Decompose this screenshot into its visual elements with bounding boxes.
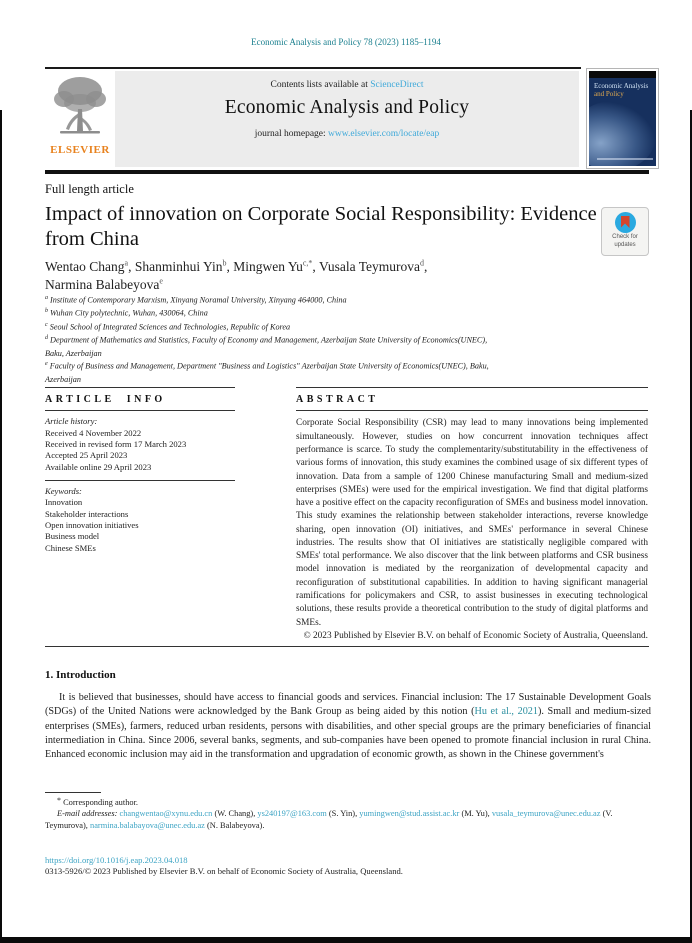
homepage-prefix: journal homepage: <box>254 129 329 139</box>
bookmark-icon <box>621 216 630 228</box>
email-link[interactable]: narmina.balabayova@unec.edu.az <box>90 820 205 830</box>
doi-link[interactable]: https://doi.org/10.1016/j.eap.2023.04.018 <box>45 855 188 865</box>
article-type-label: Full length article <box>45 182 134 196</box>
author-affil-sup: b <box>222 258 227 268</box>
abstract-column <box>296 387 648 641</box>
history-item: Received in revised form 17 March 2023 <box>45 439 187 450</box>
history-item: Accepted 25 April 2023 <box>45 450 128 461</box>
keyword-item: Chinese SMEs <box>45 542 96 553</box>
keyword-item: Business model <box>45 531 100 542</box>
homepage-line <box>115 129 579 139</box>
email-link[interactable]: ys240197@163.com <box>257 809 327 819</box>
check-updates-label: Check for updates <box>612 234 638 248</box>
contents-line <box>115 80 579 90</box>
email-link[interactable]: vusala_teymurova@unec.edu.az <box>491 809 601 819</box>
crossmark-icon <box>615 212 636 233</box>
history-item: Received 4 November 2022 <box>45 427 142 438</box>
keyword-item: Stakeholder interactions <box>45 508 129 519</box>
author: Shanminhui Yin$^b$, <box>134 258 234 274</box>
sciencedirect-link[interactable]: ScienceDirect <box>370 80 424 90</box>
author-affil-sup: d <box>420 258 425 268</box>
email-addresses-line: E-mail addresses: changwentao@xynu.edu.cn (W. Chang), ys240197@163.com (S. Yin), yumingwen@stud.assist.ac.kr (M. Yu), vusala_teymurova@unec.edu.az (V. Teymurova), narmina.balabayova@unec.edu.az (N. Balabeyova). <box>45 809 613 830</box>
elsevier-tree-icon <box>46 73 114 143</box>
introduction-heading: 1. Introduction <box>45 669 116 681</box>
author: Narmina Balabeyova$^e$ <box>45 276 163 292</box>
elsevier-wordmark: ELSEVIER <box>50 144 110 156</box>
author: Mingwen $Yu^{c,*}$, <box>233 258 319 274</box>
email-link[interactable]: yumingwen@stud.assist.ac.kr <box>359 809 460 819</box>
affiliation: $^b$ Wuhan City polytechnic, Wuhan, 430064, China <box>45 308 208 319</box>
affiliation: $^a$ Institute of Contemporary Marxism, Xinyang Noramal University, Xinyang 464000, China <box>45 295 347 305</box>
affiliation: $^d$ Department of Mathematics and Statistics, Faculty of Economy and Management, Azerbaijan State University of Economics(UNEC), Baku, Azerbaijan <box>45 335 488 358</box>
introduction-paragraph <box>45 691 651 762</box>
cover-editor-line <box>597 158 653 160</box>
citation-link-hu-2021[interactable]: Hu et al., 2021 <box>474 706 538 718</box>
cover-globe-swoosh <box>589 101 656 166</box>
intro-text-segment: ). Small and medium-sized enterprises (SMEs), farmers, reduced urban residents, persons with disabilities, and other special groups are the primary beneficiaries of financial intermediation in China. Since 2006, several banks, segments, and sub-companies have been opened to promote financial inclusion in rural China. Enhanced economic inclusion may aid in the transformation and upgradation of economic growth, as shown in the Chinese government's <box>45 706 652 761</box>
corresponding-author-note: * Corresponding author. <box>57 796 138 807</box>
author: Wentao Chang$^a$, <box>45 258 135 274</box>
author: Vusala Teymurova$^d$, <box>318 258 428 274</box>
emails-label: E-mail addresses: <box>57 809 118 819</box>
check-for-updates-button[interactable] <box>601 207 649 256</box>
author-affil-sup: a <box>124 258 129 268</box>
journal-header-banner <box>115 71 579 167</box>
cover-title-line1: Economic Analysis <box>594 82 649 90</box>
article-info-column <box>45 387 235 554</box>
footnote-rule <box>45 792 101 793</box>
affiliations-block <box>45 294 490 387</box>
abstract-text: Corporate Social Responsibility (CSR) may lead to many innovations being implemented simultaneously. However, studies on how concurrent innovation techniques affect performance is scarce. To study the complementarity/substitutability in the effectiveness of various forms of innovation, this study examines the combined usage of six different types of innovation. Data from a sample of 1200 Chinese manufacturing Small and medium-sized enterprises (SMEs) were used for the empirical investigation. We find that digital platforms have a positive effect on the capacity reconfiguration of SMEs and business model innovation. This study examines the relationship between stakeholder interactions, reverse knowledge sharing, open innovation (OI) initiatives, and SMEs' performance in several Chinese industries. The results show that OI initiatives are statistically negligible compared with SMEs' total performance. We also discover that the link between platforms and CSR business model innovation is mediated by the reorganization of developmental capacity and reconfiguration of substitutional capabilities. In addition to having significant managerial ramifications for policymakers and CSR, to assist businesses in executing technological solutions, these results provide a theoretical contribution to the study of digital platforms and SMEs. <box>296 418 648 628</box>
authors-line <box>45 258 620 294</box>
issn-copyright-line: 0313-5926/© 2023 Published by Elsevier B.V. on behalf of Economic Society of Australia, Queensland. <box>45 866 403 876</box>
author-affil-sup corresponding-author-mark: c,* <box>302 258 313 268</box>
footnote-block <box>45 792 651 831</box>
header-top-rule <box>45 67 581 69</box>
abstract-bottom-rule <box>45 646 649 647</box>
journal-title: Economic Analysis and Policy <box>224 97 470 118</box>
affiliation: $^c$ Seoul School of Integrated Sciences and Technologies, Republic of Korea <box>45 321 291 332</box>
email-link[interactable]: changwentao@xynu.edu.cn <box>119 809 213 819</box>
author-affil-sup: e <box>159 276 163 286</box>
elsevier-logo[interactable] <box>46 73 114 169</box>
cover-title-line2: and Policy <box>594 90 624 98</box>
header-bottom-rule <box>45 170 649 174</box>
cover-top-bar <box>589 71 656 78</box>
journal-cover-art <box>589 71 656 166</box>
journal-homepage-link[interactable]: www.elsevier.com/locate/eap <box>328 129 440 139</box>
journal-cover-thumbnail[interactable] <box>586 68 659 169</box>
journal-citation: Economic Analysis and Policy 78 (2023) 1185–1194 <box>251 37 441 47</box>
article-info-heading: ARTICLE INFO <box>45 394 166 406</box>
abstract-heading: ABSTRACT <box>296 394 379 406</box>
doi-line <box>45 855 188 865</box>
abstract-copyright: © 2023 Published by Elsevier B.V. on behalf of Economic Society of Australia, Queensland. <box>303 630 648 641</box>
keyword-item: Open innovation initiatives <box>45 520 139 531</box>
page-scan-edge-bottom <box>0 937 692 943</box>
intro-text-segment: It is believed that businesses, should have access to financial goods and services. Financial inclusion: The 17 Sustainable Development Goals (SDGs) of the United Nations were acknowledged by the Bank Group as being aided by this notion ( <box>45 692 651 718</box>
article-history-label: Article history: <box>45 416 98 427</box>
keyword-item: Innovation <box>45 497 83 508</box>
affiliation: $^e$ Faculty of Business and Management, Department "Business and Logistics" Azerbaijan State University of Economics(UNEC), Baku, Azerbaijan <box>45 361 489 384</box>
contents-prefix: Contents lists available at <box>270 80 371 90</box>
paper-title: Impact of innovation on Corporate Social Responsibility: Evidence from China <box>45 203 597 251</box>
keywords-divider <box>45 480 235 481</box>
keywords-label: Keywords: <box>45 486 82 497</box>
history-item: Available online 29 April 2023 <box>45 461 152 472</box>
page-scan-edge-left <box>0 110 2 937</box>
